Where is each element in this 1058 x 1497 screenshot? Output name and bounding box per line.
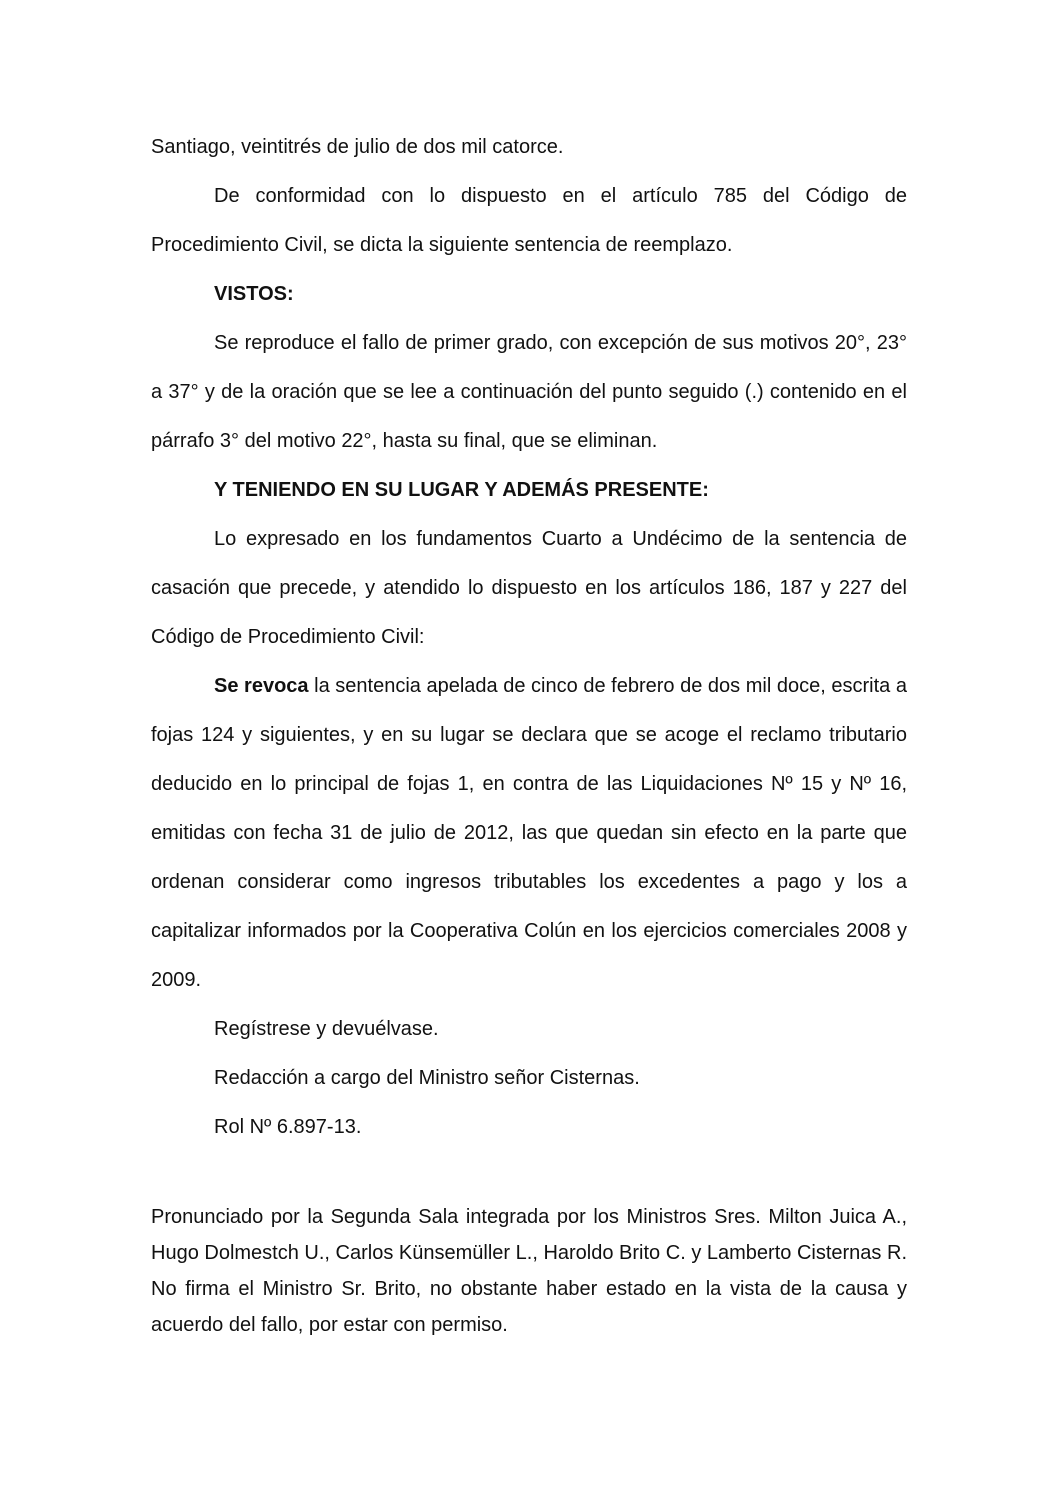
vistos-heading: VISTOS: [214, 283, 294, 305]
ruling-paragraph [151, 662, 907, 1005]
date-line: Santiago, veintitrés de julio de dos mil catorce. [151, 136, 564, 158]
ruling-text: la sentencia apelada de cinco de febrero de dos mil doce, escrita a fojas 124 y siguientes, y en su lugar se declara que se acoge el reclamo tributario deducido en lo principal de fojas 1, en contra de las Liquidaciones Nº 15 y Nº 16, emitidas con fecha 31 de julio de 2012, las que quedan sin efecto en la parte que ordenan considerar como ingresos tributables los excedentes a pago y los a capitalizar informados por la Cooperativa Colún en los ejercicios comerciales 2008 y 2009. [151, 675, 907, 991]
ruling-lead: Se revoca [214, 675, 309, 697]
considering-heading: Y TENIENDO EN SU LUGAR Y ADEMÁS PRESENTE: [214, 479, 709, 501]
register-line: Regístrese y devuélvase. [214, 1018, 439, 1040]
considering-paragraph: Lo expresado en los fundamentos Cuarto a Undécimo de la sentencia de casación que precede, y atendido lo dispuesto en los artículos 186, 187 y 227 del Código de Procedimiento Civil: [151, 528, 907, 648]
closing-paragraph: Pronunciado por la Segunda Sala integrada por los Ministros Sres. Milton Juica A., Hugo Dolmestch U., Carlos Künsemüller L., Haroldo Brito C. y Lamberto Cisternas R. No firma el Ministro Sr. Brito, no obstante haber estado en la vista de la causa y acuerdo del fallo, por estar con permiso. [151, 1206, 907, 1336]
rol-line: Rol Nº 6.897-13. [214, 1116, 362, 1138]
intro-paragraph: De conformidad con lo dispuesto en el artículo 785 del Código de Procedimiento Civil, se dicta la siguiente sentencia de reemplazo. [151, 185, 907, 256]
document-body [151, 123, 907, 1343]
drafted-by-line: Redacción a cargo del Ministro señor Cisternas. [214, 1067, 640, 1089]
vistos-paragraph: Se reproduce el fallo de primer grado, con excepción de sus motivos 20°, 23° a 37° y de la oración que se lee a continuación del punto seguido (.) contenido en el párrafo 3° del motivo 22°, hasta su final, que se eliminan. [151, 332, 907, 452]
